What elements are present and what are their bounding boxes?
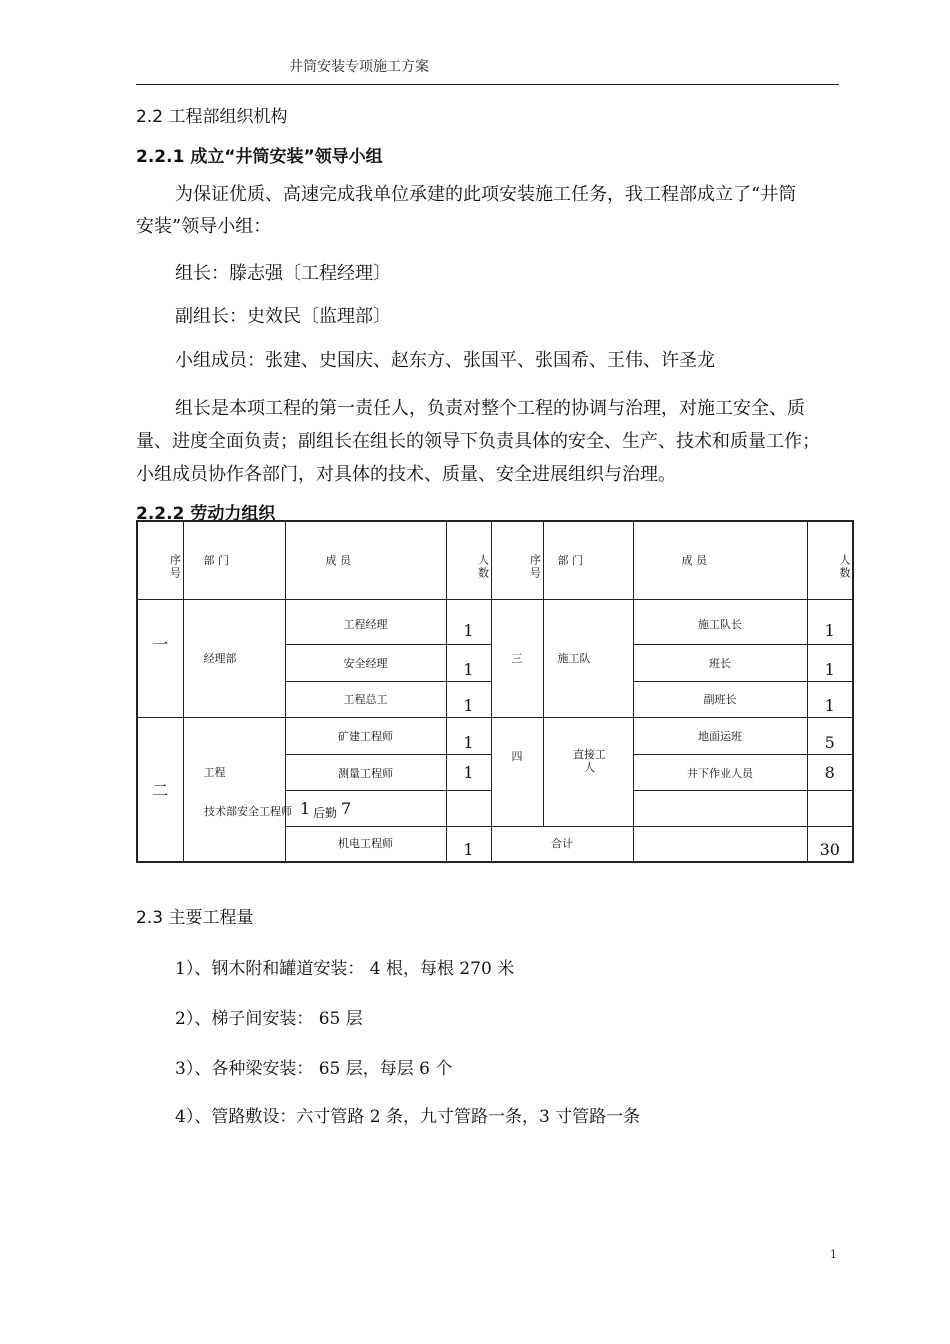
page-number: 1 [830, 1248, 837, 1261]
group2-member-4: 机电工程师 [285, 826, 446, 862]
group1-dept: 经理部 [183, 599, 285, 717]
leader-line: 组长：滕志强〔工程经理〕 [175, 263, 391, 284]
group2-count-2: 1 [446, 754, 491, 790]
group1-count-2: 1 [446, 644, 491, 681]
header-seq-right: 序号 [491, 521, 543, 599]
group3-member-2: 班长 [633, 644, 807, 681]
quantity-item-1: 1）、钢木附和罐道安装： 4 根，每根 270 米 [175, 959, 515, 979]
total-spacer [633, 826, 807, 862]
total-value: 30 [807, 826, 853, 862]
table-header-row [137, 521, 853, 599]
header-dept-left: 部 门 [183, 521, 285, 599]
group3-member-1: 施工队长 [633, 599, 807, 644]
header-member-left: 成 员 [285, 521, 446, 599]
group1-seq: 一 [137, 599, 183, 717]
quantity-item-4: 4）、管路敷设：六寸管路 2 条，九寸管路一条，3 寸管路一条 [175, 1107, 641, 1127]
group2-dept-cell [183, 717, 285, 862]
total-label: 合计 [491, 826, 633, 862]
duty-paragraph-line-2: 量、进度全面负责；副组长在组长的领导下负责具体的安全、生产、技术和质量工作； [136, 431, 820, 452]
group3-count-2: 1 [807, 644, 853, 681]
quantity-item-3: 3）、各种梁安装： 65 层，每层 6 个 [175, 1059, 453, 1079]
group2-member-1: 矿建工程师 [285, 717, 446, 754]
group4-seq: 四 [491, 717, 543, 826]
deputy-line: 副组长：史效民〔监理部〕 [175, 306, 391, 327]
group2-merged-text-a: 技术部安全工程师 [204, 805, 292, 818]
header-member-right: 成 员 [633, 521, 807, 599]
duty-paragraph-line-1: 组长是本项工程的第一责任人，负责对整个工程的协调与治理，对施工安全、质 [175, 398, 805, 419]
header-count-right: 人数 [807, 521, 853, 599]
intro-paragraph-line-1: 为保证优质、高速完成我单位承建的此项安装施工任务，我工程部成立了“井筒 [175, 184, 797, 205]
group2-count-4: 1 [446, 826, 491, 862]
group2-seq: 二 [137, 717, 183, 862]
group2-merged-value: 7 [341, 799, 352, 818]
group4-dept: 直接工人 [573, 747, 606, 774]
group3-count-3: 1 [807, 681, 853, 717]
duty-paragraph-line-3: 小组成员协作各部门，对具体的技术、质量、安全进展组织与治理。 [136, 464, 676, 485]
header-seq-left: 序号 [137, 521, 183, 599]
group4-count-2: 8 [807, 754, 853, 790]
group1-count-3: 1 [446, 681, 491, 717]
group3-count-1: 1 [807, 599, 853, 644]
group2-merged-text-b: 后勤 [313, 806, 338, 820]
group1-member-2: 安全经理 [285, 644, 446, 681]
group2-count-3 [446, 790, 491, 826]
table-row [137, 717, 853, 754]
table-row [137, 599, 853, 644]
group4-dept-cell [543, 717, 633, 826]
section-heading-2-3: 2.3 主要工程量 [136, 908, 254, 928]
section-heading-2-2: 2.2 工程部组织机构 [136, 107, 288, 127]
document-header-title: 井筒安装专项施工方案 [289, 59, 429, 75]
group4-member-1: 地面运班 [633, 717, 807, 754]
group4-member-2: 井下作业人员 [633, 754, 807, 790]
group4-member-3 [633, 790, 807, 826]
group2-count-1: 1 [446, 717, 491, 754]
header-dept-right: 部 门 [543, 521, 633, 599]
group4-count-1: 5 [807, 717, 853, 754]
group3-seq: 三 [491, 599, 543, 717]
header-divider [136, 84, 839, 85]
group4-count-3 [807, 790, 853, 826]
group3-member-3: 副班长 [633, 681, 807, 717]
intro-paragraph-line-2: 安装”领导小组： [136, 216, 272, 237]
header-count-left: 人数 [446, 521, 491, 599]
group2-member-2: 测量工程师 [285, 754, 446, 790]
group1-member-1: 工程经理 [285, 599, 446, 644]
section-heading-2-2-1: 2.2.1 成立“井筒安装”领导小组 [136, 147, 383, 167]
group1-member-3: 工程总工 [285, 681, 446, 717]
group1-count-1: 1 [446, 599, 491, 644]
group2-dept: 工程 [203, 765, 226, 779]
members-line: 小组成员：张建、史国庆、赵东方、张国平、张国希、王伟、许圣龙 [175, 350, 715, 371]
section-heading-2-2-2: 2.2.2 劳动力组织 [136, 504, 276, 524]
group3-dept: 施工队 [543, 599, 633, 717]
quantity-item-2: 2）、梯子间安装： 65 层 [175, 1009, 363, 1029]
group2-merged-count: 1 [300, 799, 311, 818]
